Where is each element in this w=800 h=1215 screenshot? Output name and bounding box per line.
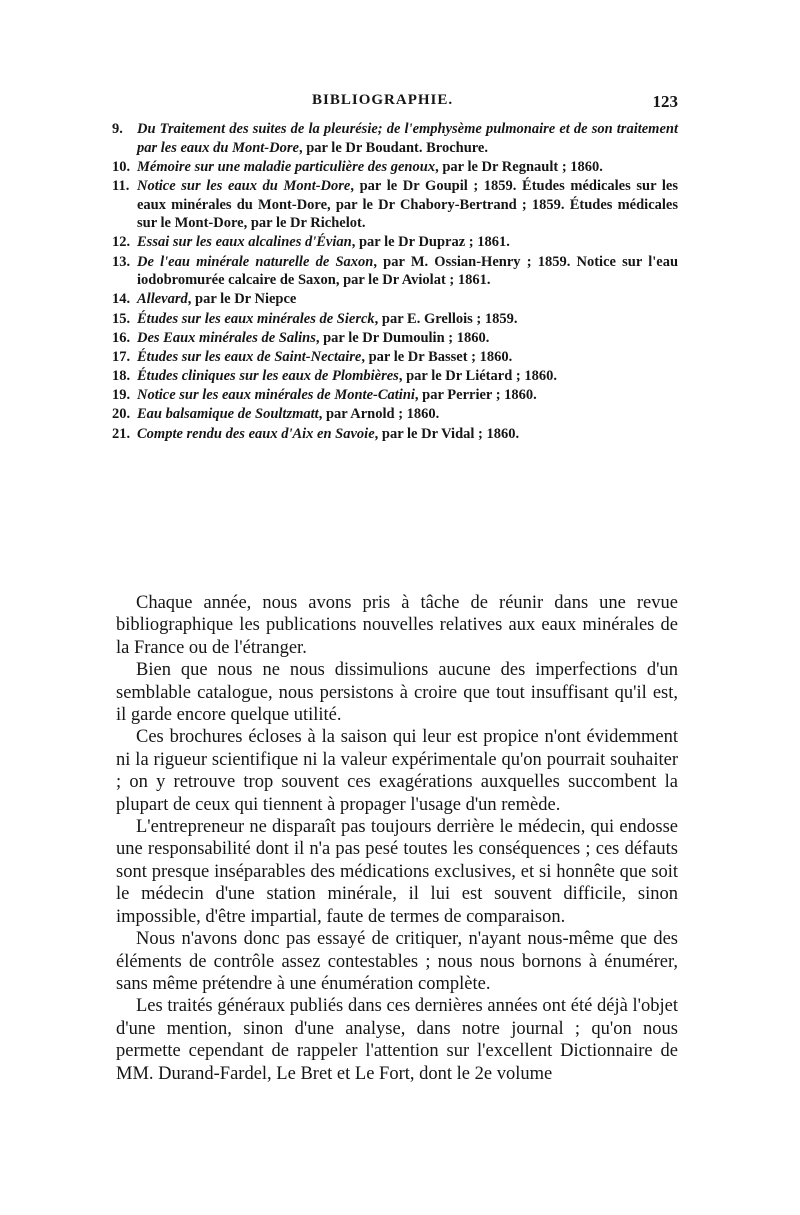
bibliography-entry (112, 405, 678, 424)
entry-title: Eau balsamique de Soultzmatt (137, 406, 319, 423)
bibliography-entry (112, 233, 678, 252)
bibliography-entry (112, 290, 678, 309)
paragraph: Bien que nous ne nous dissimulions aucune des imperfections d'un semblable catalogue, nous persistons à croire que tout insuffisant qu'il est, il garde encore quelque utilité. (116, 660, 678, 726)
entry-number: 14. (112, 291, 131, 308)
body-text (116, 592, 678, 1085)
bibliography-entry (112, 158, 678, 177)
bibliography-list (112, 120, 678, 444)
bibliography-entry (112, 348, 678, 367)
entry-details: , par Perrier ; 1860. (414, 387, 537, 404)
entry-number: 11. (112, 177, 130, 194)
paragraph: Les traités généraux publiés dans ces dernières années ont été déjà l'objet d'une mention, sinon d'une analyse, dans notre journal ; qu'on nous permette cependant de rappeler l'attention sur l'excellent Dictionnaire de MM. Durand-Fardel, Le Bret et Le Fort, dont le 2e volume (116, 996, 678, 1084)
running-header (112, 92, 678, 116)
entry-number: 19. (112, 387, 131, 404)
entry-number: 10. (112, 158, 131, 175)
bibliography-entry (112, 386, 678, 405)
bibliography-entry (112, 253, 678, 290)
page-number: 123 (652, 92, 678, 111)
entry-details: , par le Dr Dumoulin ; 1860. (315, 329, 490, 346)
entry-title: Mémoire sur une maladie particulière des genoux (137, 158, 436, 175)
bibliography-entry (112, 329, 678, 348)
paragraph: L'entrepreneur ne disparaît pas toujours derrière le médecin, qui endosse une responsabilité dont il n'a pas pesé toutes les conséquences ; ces défauts sont presque inséparables des médications exclusives, et si honnête que soit le médecin d'une station minérale, il lui est souvent difficile, sinon impossible, d'être impartial, faute de termes de comparaison. (116, 817, 678, 927)
running-title: BIBLIOGRAPHIE. (312, 92, 454, 108)
entry-number: 17. (112, 348, 131, 365)
bibliography-entry (112, 310, 678, 329)
paragraph: Chaque année, nous avons pris à tâche de réunir dans une revue bibliographique les publications nouvelles relatives aux eaux minérales de la France ou de l'étranger. (116, 593, 678, 658)
entry-details: , par le Dr Dupraz ; 1861. (351, 234, 510, 251)
entry-title: Compte rendu des eaux d'Aix en Savoie (137, 425, 375, 442)
entry-details: , par M. Ossian-Henry ; 1859. Notice sur l'eau iodobromurée calcaire de Saxon, par le Dr Aviolat ; 1861. (137, 253, 679, 289)
entry-number: 21. (112, 425, 131, 442)
entry-number: 15. (112, 310, 131, 327)
entry-number: 13. (112, 253, 131, 270)
bibliography-entry (112, 367, 678, 386)
entry-title: Notice sur les eaux du Mont-Dore (137, 177, 351, 194)
entry-title: Études sur les eaux minérales de Sierck (137, 310, 375, 327)
paragraph: Nous n'avons donc pas essayé de critiquer, n'ayant nous-même que des éléments de contrôle assez contestables ; nous nous bornons à énumérer, sans même prétendre à une énumération complète. (116, 929, 678, 994)
entry-number: 16. (112, 329, 131, 346)
bibliography-entry (112, 177, 678, 233)
entry-title: Notice sur les eaux minérales de Monte-Catini (137, 387, 415, 404)
entry-details: , par le Dr Liétard ; 1860. (398, 368, 557, 385)
entry-title: Des Eaux minérales de Salins (137, 329, 316, 346)
entry-details: , par Arnold ; 1860. (318, 406, 440, 423)
bibliography-entry (112, 120, 678, 157)
entry-title: Études cliniques sur les eaux de Plombières (137, 368, 399, 385)
entry-number: 12. (112, 234, 131, 251)
entry-title: Études sur les eaux de Saint-Nectaire (137, 348, 362, 365)
entry-number: 9. (112, 121, 123, 137)
entry-details: , par le Dr Regnault ; 1860. (435, 158, 603, 175)
entry-title: Du Traitement des suites de la pleurésie; de l'emphysème pulmonaire et de son traitement par les eaux du Mont-Dore (137, 121, 678, 156)
entry-details: , par E. Grellois ; 1859. (374, 310, 518, 327)
entry-number: 18. (112, 368, 131, 385)
entry-title: De l'eau minérale naturelle de Saxon (137, 253, 374, 270)
entry-details: , par le Dr Basset ; 1860. (361, 348, 513, 365)
paragraph: Ces brochures écloses à la saison qui leur est propice n'ont évidemment ni la rigueur scientifique ni la valeur expérimentale qu'on pourrait souhaiter ; on y retrouve trop souvent ces exagérations auxquelles succombent la plupart de ceux qui tiennent à propager l'usage d'un remède. (116, 727, 678, 815)
entry-details: , par le Dr Niepce (187, 291, 297, 308)
entry-details: , par le Dr Boudant. Brochure. (298, 139, 488, 156)
entry-number: 20. (112, 406, 131, 423)
entry-details: , par le Dr Goupil ; 1859. Études médicales sur les eaux minérales du Mont-Dore, par le Dr Chabory-Bertrand ; 1859. Études médicales sur le Mont-Dore, par le Dr Richelot. (137, 177, 678, 232)
entry-title: Allevard (137, 291, 188, 308)
bibliography-entry (112, 425, 678, 444)
entry-details: , par le Dr Vidal ; 1860. (374, 425, 520, 442)
entry-title: Essai sur les eaux alcalines d'Évian (137, 234, 352, 251)
